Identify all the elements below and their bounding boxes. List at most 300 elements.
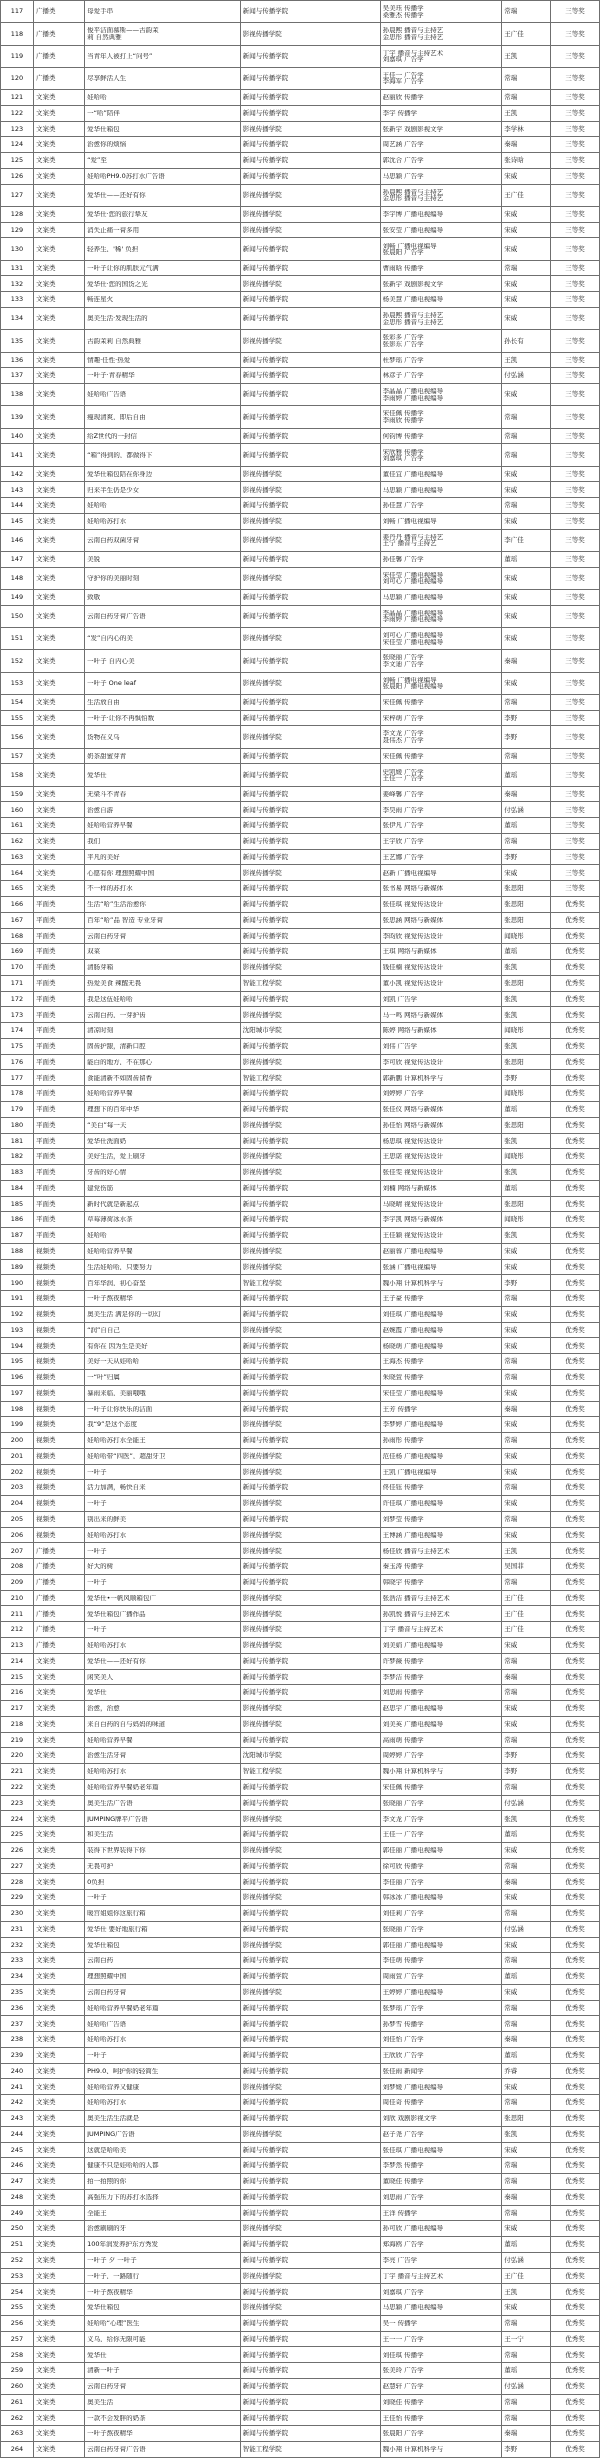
team-member-line: 马晓晴 视觉传达设计 [382,1200,444,1208]
table-row [1,1338,600,1354]
prize-cell: 三等奖 [551,833,600,849]
prize-cell: 三等奖 [551,260,600,276]
row-number-cell: 208 [1,1559,34,1575]
category-cell: 视频类 [33,1291,84,1307]
work-title-line: 热爱美食 辣醒无畏 [87,979,142,987]
tutor-cell: 常瑞 [502,1653,551,1669]
team-member-line: 何钧博 传播学 [382,432,424,440]
tutor-cell: 张思阳 [502,2110,551,2126]
work-title-line: 奥美生活生活就是 [87,2115,140,2122]
category-cell: 文案类 [33,694,84,710]
work-title-cell [85,1685,241,1701]
team-members-cell [380,1732,502,1748]
team-members-cell [380,1259,502,1275]
category-cell: 文案类 [33,1716,84,1732]
category-cell: 文案类 [33,1685,84,1701]
school-cell: 影视传播学院 [240,1890,380,1906]
work-title-cell [85,672,241,694]
team-member-line: 董小凯 视觉传达设计 [382,979,444,987]
school-cell: 影视传播学院 [240,276,380,292]
row-number-cell: 165 [1,881,34,897]
prize-cell: 优秀奖 [551,944,600,960]
row-number-cell: 193 [1,1322,34,1338]
work-title-line: 美好生活，爱上刷牙 [87,1153,146,1160]
category-cell: 文案类 [33,786,84,802]
team-member-line: 孙雨彤 传播学 [382,1437,424,1444]
work-title-line: 致敬 [87,594,101,601]
school-cell: 新闻与传播学院 [240,168,380,184]
work-title-line: 母爱手串 [87,8,114,15]
work-title-cell [85,1937,241,1953]
tutor-cell: 董瑶 [502,551,551,567]
row-number-cell: 252 [1,2252,34,2268]
category-cell: 文案类 [33,498,84,514]
team-member-line: 刘思雨 广告学 [382,2193,424,2201]
prize-cell: 优秀奖 [551,975,600,991]
prize-cell: 优秀奖 [551,2363,600,2379]
work-title-cell [85,2032,241,2048]
work-title-line: 瘦现清爽，即后自由 [87,413,146,421]
team-member-line: 赵丽蓉 广播电视编导 [382,1247,444,1255]
team-members-cell [380,1101,502,1117]
team-members-cell [380,1653,502,1669]
school-cell: 新闻与传播学院 [240,1196,380,1212]
tutor-cell: 王凯 [502,352,551,368]
prize-cell: 优秀奖 [551,1590,600,1606]
tutor-cell: 闻晓彤 [502,1086,551,1102]
tutor-cell: 宋威 [502,1937,551,1953]
category-cell: 视频类 [33,1480,84,1496]
table-row [1,1953,600,1969]
tutor-cell: 张思阳 [502,975,551,991]
tutor-cell: 宋威 [502,865,551,881]
work-title-line: 娃哈哈营养又健康 [87,2083,140,2091]
team-members-cell [380,2252,502,2268]
prize-cell: 三等奖 [551,466,600,482]
table-row [1,1653,600,1669]
work-title-cell [85,90,241,106]
school-cell: 新闻与传播学院 [240,2331,380,2347]
category-cell: 文案类 [33,1653,84,1669]
school-cell: 影视传播学院 [240,2079,380,2095]
tutor-cell: 宋威 [502,1306,551,1322]
team-member-line: 宋佳莹 广播电视编导 [382,571,444,579]
team-member-line: 张伊凡 广告学 [382,822,424,829]
work-title-cell [85,1448,241,1464]
row-number-cell: 216 [1,1685,34,1701]
team-member-line: 刘欣 戏剧影视文学 [382,2115,437,2122]
category-cell: 文案类 [33,2300,84,2316]
table-row [1,1622,600,1638]
school-cell: 影视传播学院 [240,960,380,976]
prize-cell: 优秀奖 [551,1653,600,1669]
team-members-cell [380,1196,502,1212]
team-members-cell [380,1,502,23]
table-row [1,513,600,529]
work-title-cell [85,1259,241,1275]
table-row [1,1574,600,1590]
category-cell: 文案类 [33,292,84,308]
team-member-line: 孙晨熙 播音与主持艺 [382,312,444,319]
tutor-cell: 付弘涵 [502,802,551,818]
row-number-cell: 137 [1,368,34,384]
category-cell: 文案类 [33,710,84,726]
school-cell: 新闻与传播学院 [240,1133,380,1149]
category-cell: 文案类 [33,260,84,276]
table-row [1,1133,600,1149]
row-number-cell: 146 [1,529,34,551]
school-cell: 影视传播学院 [240,1543,380,1559]
table-row [1,2252,600,2268]
table-row [1,428,600,444]
table-row [1,1480,600,1496]
tutor-cell: 常瑞 [502,1354,551,1370]
table-row [1,1858,600,1874]
school-cell: 影视传播学院 [240,1243,380,1259]
team-member-line: 韩晓宇 传播学 [382,1579,424,1586]
table-row [1,1701,600,1717]
work-title-cell [85,1306,241,1322]
row-number-cell: 127 [1,184,34,206]
work-title-cell [85,1401,241,1417]
category-cell: 文案类 [33,2237,84,2253]
work-title-cell [85,2095,241,2111]
work-title-cell [85,2079,241,2095]
team-member-line: 丁宇 播音与主持艺术 [382,49,444,57]
team-members-cell [380,1779,502,1795]
work-title-line: 理想下的百年中华 [87,1106,140,1113]
prize-cell: 优秀奖 [551,991,600,1007]
work-title-line: 云南白药 [87,1957,114,1964]
row-number-cell: 142 [1,466,34,482]
school-cell: 智能工程学院 [240,2442,380,2458]
school-cell: 影视传播学院 [240,1417,380,1433]
work-title-cell [85,710,241,726]
team-member-line: 王凯 广播电视编导 [382,1468,437,1476]
school-cell: 影视传播学院 [240,1701,380,1717]
team-members-cell [380,1417,502,1433]
row-number-cell: 128 [1,206,34,222]
work-title-line: 爱华仕 [87,1689,107,1696]
team-member-line: 赵慧轩 广告学 [382,2383,424,2390]
team-members-cell [380,121,502,137]
category-cell: 文案类 [33,2284,84,2300]
prize-cell: 优秀奖 [551,912,600,928]
work-title-line: “润”自自己 [87,1326,120,1334]
category-cell: 视频类 [33,1496,84,1512]
table-row [1,1180,600,1196]
category-cell: 文案类 [33,222,84,238]
work-title-line: 这就是哈哈美 [87,2146,127,2154]
row-number-cell: 201 [1,1448,34,1464]
prize-cell: 优秀奖 [551,2300,600,2316]
team-members-cell [380,384,502,406]
school-cell: 新闻与传播学院 [240,897,380,913]
tutor-cell: 常瑞 [502,833,551,849]
team-member-line: 金思彤 播音与主持艺 [382,195,444,202]
tutor-cell: 常瑞 [502,1906,551,1922]
school-cell: 新闻与传播学院 [240,748,380,764]
category-cell: 平面类 [33,1212,84,1228]
category-cell: 文案类 [33,628,84,650]
tutor-cell: 宋威 [502,1385,551,1401]
prize-cell: 优秀奖 [551,2284,600,2300]
school-cell: 新闻与传播学院 [240,1969,380,1985]
prize-cell: 三等奖 [551,865,600,881]
tutor-cell: 闻晓彤 [502,928,551,944]
table-row [1,1511,600,1527]
work-title-cell [85,137,241,153]
school-cell: 新闻与传播学院 [240,590,380,606]
prize-cell: 优秀奖 [551,2394,600,2410]
row-number-cell: 237 [1,2016,34,2032]
prize-cell: 优秀奖 [551,2378,600,2394]
prize-cell: 优秀奖 [551,1023,600,1039]
team-member-line: 李昊雨 广告学 [382,806,424,814]
school-cell: 影视传播学院 [240,2300,380,2316]
row-number-cell: 235 [1,1984,34,2000]
category-cell: 广播类 [33,1622,84,1638]
work-title-line: 俊平洁面慕斯——古韵茉 [87,27,159,34]
row-number-cell: 178 [1,1086,34,1102]
work-title-line: 爱华仕 要好地旅行箱 [87,1925,148,1933]
category-cell: 文案类 [33,2252,84,2268]
team-members-cell [380,710,502,726]
work-title-cell [85,1369,241,1385]
team-member-line: 张晓丽 广告学 [382,1799,424,1807]
row-number-cell: 197 [1,1385,34,1401]
row-number-cell: 249 [1,2205,34,2221]
work-title-cell [85,590,241,606]
category-cell: 文案类 [33,2347,84,2363]
work-title-line: “爱”至 [87,157,107,164]
row-number-cell: 262 [1,2410,34,2426]
school-cell: 新闻与传播学院 [240,90,380,106]
team-member-line: 高雨萌 传播学 [382,1736,424,1744]
row-number-cell: 185 [1,1196,34,1212]
work-title-line: 一叶子熬夜精华 [87,1295,133,1302]
work-title-line: 娃哈哈 [87,1232,107,1239]
table-row [1,2284,600,2300]
team-members-cell [380,2284,502,2300]
prize-cell: 三等奖 [551,406,600,428]
category-cell: 视频类 [33,1322,84,1338]
row-number-cell: 218 [1,1716,34,1732]
tutor-cell: 宋威 [502,2142,551,2158]
table-row [1,498,600,514]
work-title-cell [85,406,241,428]
table-row [1,1259,600,1275]
table-row [1,881,600,897]
tutor-cell: 李野 [502,1764,551,1780]
prize-cell: 三等奖 [551,1,600,23]
category-cell: 文案类 [33,2110,84,2126]
work-title-line: 奥美生活 满足你的一切幻 [87,1311,161,1318]
team-members-cell [380,2394,502,2410]
table-row [1,1685,600,1701]
school-cell: 新闻与传播学院 [240,802,380,818]
work-title-line: 娃哈哈 [87,94,107,101]
team-member-line: 张思涵 网络与新媒体 [382,916,444,924]
work-title-line: 一叶子 [87,1579,107,1586]
team-member-line: 姜峰馨 广告学 [382,790,424,798]
prize-cell: 优秀奖 [551,1196,600,1212]
team-members-cell [380,1369,502,1385]
table-row [1,726,600,748]
work-title-line: 奥美生活广告语 [87,1799,133,1807]
category-cell: 广播类 [33,1,84,23]
row-number-cell: 118 [1,23,34,45]
work-title-line: PH9.0、呵护你的轻简生 [87,2067,159,2075]
table-row [1,991,600,1007]
school-cell: 影视传播学院 [240,1716,380,1732]
work-title-cell [85,1764,241,1780]
table-row [1,2237,600,2253]
table-row [1,802,600,818]
team-member-line: 董晓佳 传播学 [382,2178,424,2185]
team-members-cell [380,352,502,368]
work-title-cell [85,2237,241,2253]
category-cell: 文案类 [33,650,84,672]
work-title-cell [85,912,241,928]
prize-cell: 优秀奖 [551,1228,600,1244]
team-members-cell [380,168,502,184]
table-row [1,2410,600,2426]
work-title-line: 爱华仕箱包 [87,125,120,133]
school-cell: 新闻与传播学院 [240,944,380,960]
work-title-cell [85,1385,241,1401]
work-title-line: 一叶子让你的肌肤元气满 [87,264,159,272]
work-title-cell [85,1291,241,1307]
work-title-cell [85,1149,241,1165]
prize-cell: 优秀奖 [551,2442,600,2458]
team-member-line: 刘可心 广播电视编导 [382,578,444,585]
category-cell: 视频类 [33,1338,84,1354]
work-title-cell [85,1590,241,1606]
tutor-cell: 董瑶 [502,1101,551,1117]
work-title-cell [85,513,241,529]
team-members-cell [380,1716,502,1732]
table-row [1,2189,600,2205]
work-title-cell [85,308,241,330]
team-member-line: 刘伟 广告学 [382,1043,418,1050]
work-title-cell [85,2110,241,2126]
row-number-cell: 239 [1,2047,34,2063]
work-title-cell [85,1511,241,1527]
work-title-cell [85,1638,241,1654]
table-row [1,168,600,184]
team-member-line: 金思彤 播音与主持艺 [382,318,444,326]
work-title-cell [85,330,241,352]
work-title-cell [85,2189,241,2205]
tutor-cell: 常瑞 [502,2347,551,2363]
school-cell: 新闻与传播学院 [240,786,380,802]
school-cell: 新闻与传播学院 [240,912,380,928]
team-member-line: 刘嘉琪 广告学 [382,2288,424,2296]
table-row [1,2063,600,2079]
team-member-line: 张佳仪 网络与新媒体 [382,1106,444,1113]
tutor-cell: 李野 [502,849,551,865]
table-row [1,1291,600,1307]
tutor-cell: 闻晓彤 [502,1212,551,1228]
team-member-line: 吴一 传播学 [382,2320,418,2327]
prize-cell: 优秀奖 [551,1291,600,1307]
tutor-cell: 宋威 [502,605,551,627]
school-cell: 新闻与传播学院 [240,1953,380,1969]
prize-cell: 三等奖 [551,368,600,384]
category-cell: 文案类 [33,2221,84,2237]
row-number-cell: 130 [1,238,34,260]
school-cell: 新闻与传播学院 [240,551,380,567]
prize-cell: 三等奖 [551,153,600,169]
team-member-line: 孙佳馨 广告学 [382,556,424,563]
work-title-cell [85,1527,241,1543]
prize-cell: 三等奖 [551,672,600,694]
row-number-cell: 188 [1,1243,34,1259]
category-cell: 文案类 [33,1669,84,1685]
tutor-cell: 宋威 [502,672,551,694]
row-number-cell: 167 [1,912,34,928]
school-cell: 新闻与传播学院 [240,2158,380,2174]
team-members-cell [380,1496,502,1512]
work-title-line: 娃哈哈营养早餐 [87,1090,133,1097]
school-cell: 影视传播学院 [240,1165,380,1181]
category-cell: 文案类 [33,2063,84,2079]
row-number-cell: 168 [1,928,34,944]
school-cell: 影视传播学院 [240,567,380,589]
row-number-cell: 119 [1,45,34,67]
category-cell: 文案类 [33,428,84,444]
tutor-cell: 宋威 [502,168,551,184]
tutor-cell: 张凯 [502,1007,551,1023]
row-number-cell: 192 [1,1306,34,1322]
table-row [1,1417,600,1433]
work-title-line: 健康不只是娃哈哈的人都 [87,2162,159,2169]
category-cell: 文案类 [33,1827,84,1843]
team-member-line: 李梦婷 广播电视编导 [382,1421,444,1428]
school-cell: 新闻与传播学院 [240,2063,380,2079]
prize-cell: 三等奖 [551,308,600,330]
tutor-cell: 张凯 [502,991,551,1007]
team-members-cell [380,2410,502,2426]
school-cell: 新闻与传播学院 [240,428,380,444]
team-member-line: 宋佳莹 广播电视编导 [382,1389,444,1397]
table-row [1,2079,600,2095]
school-cell: 新闻与传播学院 [240,45,380,67]
category-cell: 视频类 [33,1527,84,1543]
team-member-line: 王佳一 广告学 [382,71,424,79]
prize-cell: 优秀奖 [551,1842,600,1858]
row-number-cell: 250 [1,2221,34,2237]
work-title-cell [85,1243,241,1259]
prize-cell: 三等奖 [551,67,600,89]
table-row [1,444,600,466]
table-row [1,786,600,802]
row-number-cell: 145 [1,513,34,529]
prize-cell: 优秀奖 [551,1165,600,1181]
work-title-line: 我是这伍娃哈哈 [87,995,133,1003]
row-number-cell: 196 [1,1369,34,1385]
category-cell: 平面类 [33,991,84,1007]
school-cell: 影视传播学院 [240,2268,380,2284]
work-title-cell [85,1338,241,1354]
work-title-cell [85,1669,241,1685]
table-row [1,1969,600,1985]
category-cell: 文案类 [33,444,84,466]
category-cell: 文案类 [33,2363,84,2379]
school-cell: 影视传播学院 [240,222,380,238]
tutor-cell: 王广佳 [502,1590,551,1606]
